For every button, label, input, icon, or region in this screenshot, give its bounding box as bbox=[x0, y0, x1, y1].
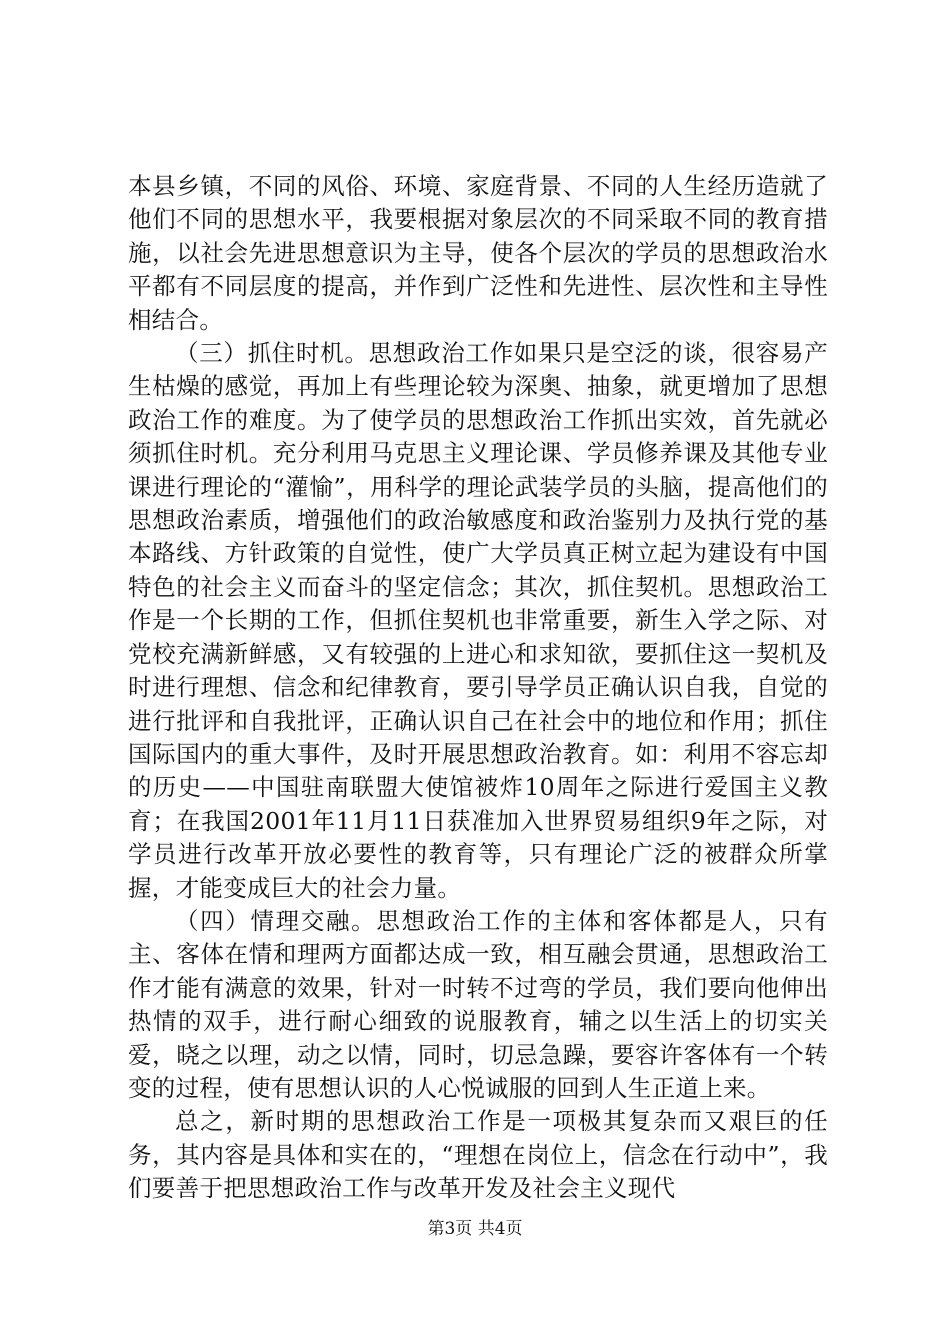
paragraph-intro: 本县乡镇，不同的风俗、环境、家庭背景、不同的人生经历造就了他们不同的思想水平，我要根据对象层次的不同采取不同的教育措施，以社会先进思想意识为主导，使各个层次的学员的思想政治水平都有不同层度的提高，并作到广泛性和先进性、层次性和主导性相结合。 bbox=[128, 172, 828, 334]
document-body bbox=[128, 170, 828, 1206]
paragraph-conclusion: 总之，新时期的思想政治工作是一项极其复杂而又艰巨的任务，其内容是具体和实在的，“理想在岗位上，信念在行动中”，我们要善于把思想政治工作与改革开发及社会主义现代 bbox=[128, 1107, 828, 1203]
paragraph-emotion-reason: （四）情理交融。思想政治工作的主体和客体都是人，只有主、客体在情和理两方面都达成一致，相互融会贯通，思想政治工作才能有满意的效果，针对一时转不过弯的学员，我们要向他伸出热情的双手，进行耐心细致的说服教育，辅之以生活上的切实关爱，晓之以理，动之以情，同时，切忌急躁，要容许客体有一个转变的过程，使有思想认识的人心悦诚服的回到人生正道上来。 bbox=[128, 906, 828, 1102]
paragraph-seize-timing: （三）抓住时机。思想政治工作如果只是空泛的谈，很容易产生枯燥的感觉，再加上有些理论较为深奥、抽象，就更增加了思想政治工作的难度。为了使学员的思想政治工作抓出实效，首先就必须抓住时机。充分利用马克思主义理论课、学员修养课及其他专业课进行理论的“灌愉”，用科学的理论武装学员的头脑，提高他们的思想政治素质，增强他们的政治敏感度和政治鉴别力及执行党的基本路线、方针政策的自觉性，使广大学员真正树立起为建设有中国特色的社会主义而奋斗的坚定信念；其次，抓住契机。思想政治工作是一个长期的工作，但抓住契机也非常重要，新生入学之际、对党校充满新鲜感，又有较强的上进心和求知欲，要抓住这一契机及时进行理想、信念和纪律教育，要引导学员正确认识自我，自觉的进行批评和自我批评，正确认识自己在社会中的地位和作用；抓住国际国内的重大事件，及时开展思想政治教育。如：利用不容忘却的历史——中国驻南联盟大使馆被炸10周年之际进行爱国主义教育；在我国2001年11月11日获准加入世界贸易组织9年之际，对学员进行改革开放必要性的教育等，只有理论广泛的被群众所掌握，才能变成巨大的社会力量。 bbox=[128, 339, 828, 902]
page-footer: 第3页 共4页 bbox=[427, 1219, 523, 1239]
